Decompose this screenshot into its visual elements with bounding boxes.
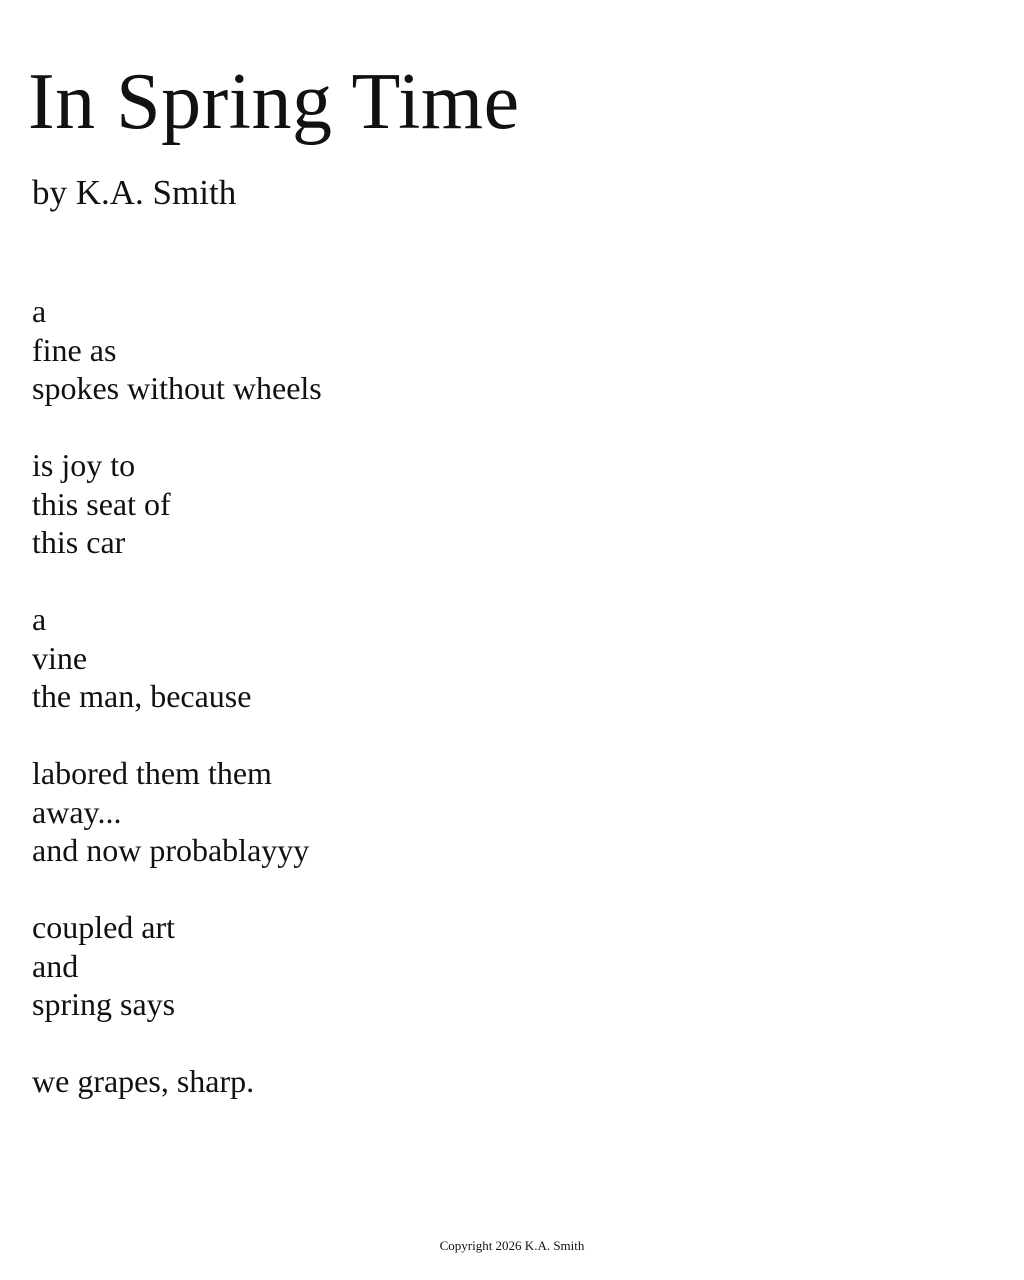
stanza-2 <box>32 446 732 562</box>
poem-line: coupled art <box>32 909 176 945</box>
poem-line: fine as <box>32 331 117 368</box>
poem-line: spring says <box>32 986 176 1022</box>
poem-line: spokes without wheels <box>32 370 322 406</box>
stanza-4 <box>32 754 732 870</box>
poem-line: and <box>32 947 79 984</box>
poem-line: a <box>32 601 47 637</box>
poem-line: away... <box>32 793 122 830</box>
poem-line: labored them them <box>32 755 272 791</box>
poem-body <box>32 292 732 1139</box>
poem-line: this seat of <box>32 485 171 522</box>
poem-line: and now probablayyy <box>32 832 310 868</box>
poem-line: vine <box>32 639 88 676</box>
poem-line: is joy to <box>32 447 136 483</box>
stanza-1 <box>32 292 732 408</box>
copyright-notice: Copyright 2026 K.A. Smith <box>439 1238 585 1253</box>
stanza-6 <box>32 1062 732 1101</box>
stanza-3 <box>32 600 732 716</box>
poem-line: we grapes, sharp. <box>32 1063 255 1099</box>
author-byline: by K.A. Smith <box>32 173 237 212</box>
page-title: In Spring Time <box>28 58 520 146</box>
stanza-5 <box>32 908 732 1024</box>
poem-line: the man, because <box>32 678 252 714</box>
poem-line: a <box>32 293 47 329</box>
poem-line: this car <box>32 524 126 560</box>
